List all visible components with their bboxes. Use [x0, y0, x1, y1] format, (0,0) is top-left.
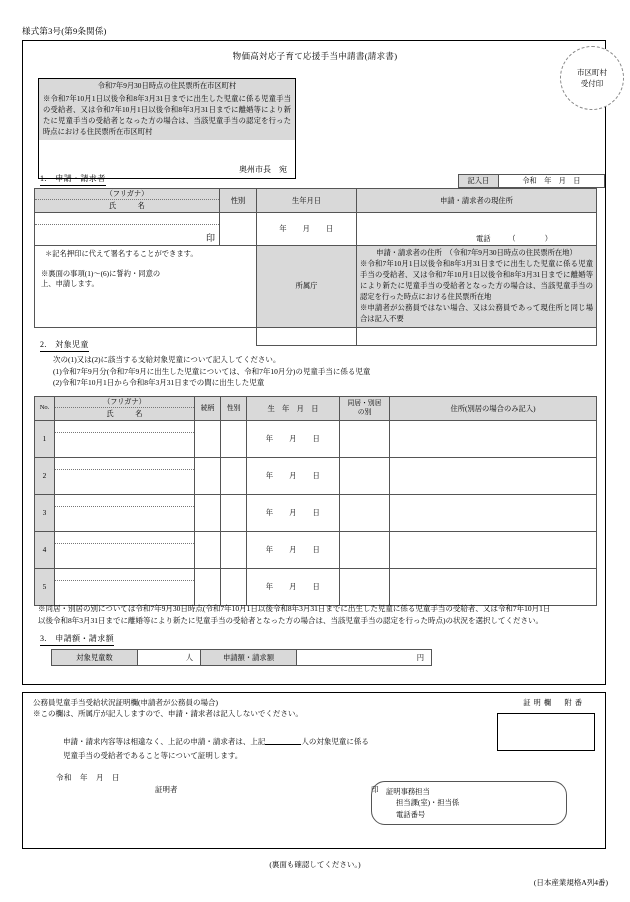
certification-stamp-box[interactable]	[497, 713, 595, 751]
children-gender-header: 性別	[221, 397, 247, 421]
municipality-note: ※令和7年10月1日以後令和8年3月31日までに出生した児童に係る児童手当の受給者、又は令和7年10月1日以後令和8年3月31日までに離婚等により新たに児童手当の受給者となった方の場合は、当該児童手当の認定を行った時点における住民票所在市区町村	[39, 93, 295, 140]
children-row-relation[interactable]	[195, 458, 221, 495]
amount-input[interactable]: 円	[297, 650, 432, 666]
address-blank[interactable]	[357, 327, 597, 345]
office-box-line3: 電話番号	[396, 809, 426, 819]
section2-heading: 2. 対象児童	[40, 340, 89, 352]
certification-title: 公務員児童手当受給状況証明欄(申請者が公務員の場合)	[33, 698, 218, 707]
certification-stamp-label: 証明欄 附番	[523, 698, 585, 707]
children-row-furigana[interactable]	[55, 532, 194, 544]
receipt-stamp-line1: 市区町村	[577, 67, 607, 77]
children-cohabit-line2: の別	[357, 408, 372, 416]
applicant-phone-paren[interactable]: （ ）	[508, 234, 552, 244]
certification-body-line1	[63, 735, 369, 749]
children-row-birthdate[interactable]: 年 月 日	[247, 532, 340, 569]
children-row-furigana[interactable]	[55, 421, 194, 433]
applicant-birthdate-header: 生年月日	[257, 189, 357, 213]
children-row-birthdate[interactable]: 年 月 日	[247, 421, 340, 458]
children-row-furigana[interactable]	[55, 495, 194, 507]
children-header-row	[35, 397, 597, 421]
section2-item2: (2)令和7年10月1日から令和8年3月31日までの間に出生した児童	[53, 378, 265, 388]
children-furigana-label: （フリガナ）	[55, 397, 194, 408]
children-row-gender[interactable]	[221, 458, 247, 495]
applicant-name-input[interactable]	[35, 213, 220, 246]
amount-label: 申請額・請求額	[201, 650, 297, 666]
children-row-relation[interactable]	[195, 495, 221, 532]
children-row-birthdate[interactable]: 年 月 日	[247, 569, 340, 606]
children-row-address[interactable]	[390, 532, 597, 569]
applicant-left-notes	[35, 246, 257, 328]
applicant-blank-row	[35, 327, 597, 345]
receipt-stamp-circle	[560, 46, 624, 110]
jis-standard-note: (日本産業規格A列4番)	[533, 878, 608, 887]
children-name-label: 氏 名	[106, 410, 143, 418]
children-row-furigana[interactable]	[55, 569, 194, 581]
children-row-cohabit[interactable]	[340, 458, 390, 495]
children-row-address[interactable]	[390, 458, 597, 495]
municipality-addressee: 奥州市長 宛	[39, 164, 295, 179]
applicant-notes-row	[35, 246, 597, 328]
children-row-no: 3	[35, 495, 55, 532]
children-no-header: No.	[35, 397, 55, 421]
applicant-furigana-label: （フリガナ）	[35, 189, 219, 200]
table-row	[35, 569, 597, 606]
table-row	[35, 421, 597, 458]
children-row-name-input[interactable]	[55, 433, 194, 457]
children-row-relation[interactable]	[195, 569, 221, 606]
applicant-note-signature: ＊記名押印に代えて署名することができます。	[45, 249, 198, 258]
record-date-table	[458, 174, 605, 188]
children-row-birthdate[interactable]: 年 月 日	[247, 495, 340, 532]
document-title: 物価高対応子育て応援手当申請書(請求書)	[232, 51, 398, 61]
children-row-address[interactable]	[390, 569, 597, 606]
certification-date[interactable]: 令和 年 月 日	[56, 773, 120, 782]
children-row-address[interactable]	[390, 421, 597, 458]
record-date-value[interactable]: 令和 年 月 日	[498, 175, 604, 188]
applicant-name-label: 氏 名	[109, 202, 145, 210]
table-row	[35, 495, 597, 532]
address-notes-cell	[357, 246, 597, 328]
receipt-stamp-line2: 受付印	[580, 79, 604, 88]
affiliation-label: 所属庁	[257, 246, 357, 328]
children-row-furigana[interactable]	[55, 458, 194, 470]
table-row	[35, 532, 597, 569]
certification-body	[63, 735, 369, 762]
certifier-seal-label: 印	[371, 785, 379, 794]
applicant-gender-input[interactable]	[220, 213, 257, 246]
section2-footnote-2: 以後令和8年3月31日までに離婚等により新たに児童手当の受給者となった方の場合は、当該児童手当の認定を行った時点)の状況を選択してください。	[38, 616, 543, 625]
applicant-note-pledge-1: ※裏面の事項(1)〜(6)に誓約・同意の	[41, 268, 161, 278]
applicant-address-header: 申請・請求者の現住所	[357, 189, 597, 213]
back-side-note: (裏面も確認してください。)	[269, 860, 361, 869]
child-count-input[interactable]: 人	[138, 650, 201, 666]
applicant-birthdate-input[interactable]: 年 月 日	[257, 213, 357, 246]
applicant-entry-row	[35, 213, 597, 246]
certification-note: ※この欄は、所属庁が記入しますので、申請・請求者は記入しないでください。	[33, 709, 303, 718]
children-row-cohabit[interactable]	[340, 495, 390, 532]
municipality-box	[38, 78, 296, 179]
children-row-name-input[interactable]	[55, 470, 194, 494]
certification-frame	[22, 692, 606, 849]
section2-item1: (1)令和7年9月分(令和7年9月に出生した児童については、令和7年10月分)の児童手当に係る児童	[53, 366, 371, 376]
applicant-name-header	[35, 189, 220, 213]
children-row-address[interactable]	[390, 495, 597, 532]
children-row-gender[interactable]	[221, 495, 247, 532]
certification-body-1b: 人の対象児童に係る	[301, 737, 369, 746]
children-row-name-input[interactable]	[55, 544, 194, 568]
children-cohabit-line1: 同居・別居	[347, 400, 382, 408]
children-row-relation[interactable]	[195, 421, 221, 458]
children-row-birthdate[interactable]: 年 月 日	[247, 458, 340, 495]
form-code: 様式第3号(第9条関係)	[22, 26, 107, 36]
children-address-header: 住所(別居の場合のみ記入)	[390, 397, 597, 421]
office-box-line2: 担当課(室)・担当係	[396, 798, 460, 808]
applicant-phone-label: 電話	[475, 234, 491, 244]
table-row	[35, 458, 597, 495]
applicant-header-row	[35, 189, 597, 213]
children-table	[34, 396, 597, 606]
children-row-name[interactable]	[55, 495, 195, 532]
children-row-relation[interactable]	[195, 532, 221, 569]
children-row-no: 2	[35, 458, 55, 495]
amount-table	[51, 649, 432, 666]
record-date-label: 記入日	[459, 175, 499, 188]
applicant-gender-header: 性別	[220, 189, 257, 213]
main-form-frame	[22, 40, 606, 685]
children-row-gender[interactable]	[221, 421, 247, 458]
certification-body-1a: 申請・請求内容等は相違なく、上記の申請・請求者は、上記	[63, 737, 266, 746]
section2-instructions	[53, 354, 593, 389]
certifier-label: 証明者	[155, 785, 178, 794]
children-row-cohabit[interactable]	[340, 569, 390, 606]
children-relation-header: 続柄	[195, 397, 221, 421]
children-row-no: 5	[35, 569, 55, 606]
address-note-2: ※令和7年10月1日以後令和8年3月31日までに出生した児童に係る児童手当の受給者、又は令和7年10月1日以後令和8年3月31日までに離婚等により新たに児童手当の受給者となった方の場合は、当該児童手当の認定を行った時点における住民票所在地	[360, 258, 593, 301]
children-row-name[interactable]	[55, 421, 195, 458]
applicant-seal-mark: 印	[205, 233, 215, 243]
children-row-name[interactable]	[55, 569, 195, 606]
children-row-no: 1	[35, 421, 55, 458]
children-row-name[interactable]	[55, 532, 195, 569]
municipality-blank-area[interactable]	[39, 140, 295, 164]
section2-footnote-1: ※同居・別居の別については令和7年9月30日時点(令和7年10月1日以後令和8年3月31日までに出生した児童に係る児童手当の受給者、又は令和7年10月1日	[38, 604, 551, 613]
section2-footnote	[38, 603, 594, 627]
section2-intro: 次の(1)又は(2)に該当する支給対象児童について記入してください。	[53, 355, 281, 364]
children-row-no: 4	[35, 532, 55, 569]
certification-count-blank[interactable]	[265, 736, 301, 745]
children-row-name[interactable]	[55, 458, 195, 495]
children-row-gender[interactable]	[221, 532, 247, 569]
children-row-cohabit[interactable]	[340, 532, 390, 569]
children-row-name-input[interactable]	[55, 507, 194, 531]
applicant-address-input[interactable]	[357, 213, 597, 246]
address-note-1: 申請・請求者の住所 （令和7年9月30日時点の住民票所在地）	[376, 248, 577, 257]
children-row-name-input[interactable]	[55, 581, 194, 605]
children-cohabit-header	[340, 397, 390, 421]
amount-row	[52, 650, 432, 666]
children-row-gender[interactable]	[221, 569, 247, 606]
children-row-cohabit[interactable]	[340, 421, 390, 458]
child-count-label: 対象児童数	[52, 650, 138, 666]
applicant-note-pledge-2: 上、申請します。	[41, 278, 99, 288]
section1-heading: 1. 申請・請求者	[40, 174, 106, 186]
children-birthdate-header: 生 年 月 日	[247, 397, 340, 421]
applicant-furigana-input[interactable]	[35, 213, 219, 225]
certification-body-line2: 児童手当の受給者であること等について証明します。	[63, 750, 243, 760]
address-note-3: ※申請者が公務員ではない場合、又は公務員であって現住所と同じ場合は記入不要	[360, 302, 593, 323]
children-name-header	[55, 397, 195, 421]
section3-heading: 3. 申請額・請求額	[40, 634, 114, 646]
affiliation-blank[interactable]	[257, 327, 357, 345]
office-box-line1: 証明事務担当	[386, 787, 430, 796]
applicant-table	[34, 188, 597, 346]
certification-office-box	[371, 781, 567, 825]
municipality-header: 令和7年9月30日時点の住民票所在市区町村	[39, 79, 295, 93]
